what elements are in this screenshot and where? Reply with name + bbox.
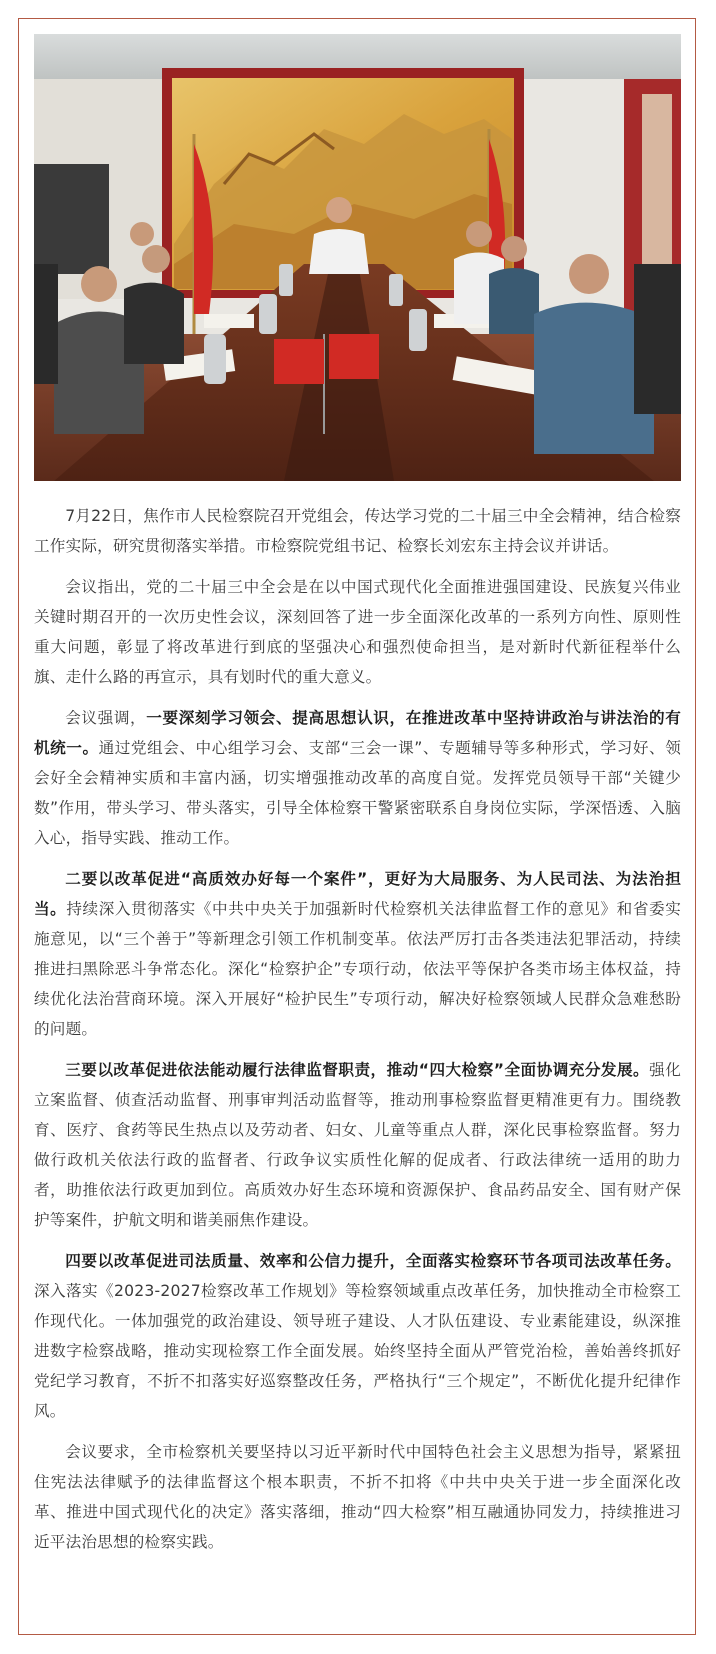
paragraph-text: 会议要求，全市检察机关要坚持以习近平新时代中国特色社会主义思想为指导，紧紧扭住宪法法律赋予的法律监督这个根本职责，不折不扣将《中共中央关于进一步全面深化改革、推进中国式现代化的决定》落实落细，推动“四大检察”相互融通协同发力，持续推进习近平法治思想的检察实践。: [34, 1443, 681, 1551]
paragraph-4: [34, 864, 681, 1044]
article-body: [34, 501, 681, 1568]
paragraph-text: 强化立案监督、侦查活动监督、刑事审判活动监督等，推动刑事检察监督更精准更有力。围绕教育、医疗、食药等民生热点以及劳动者、妇女、儿童等重点人群，深化民事检察监督。努力做行政机关依法行政的监督者、行政争议实质性化解的促成者、行政法律统一适用的助力者，助推依法行政更加到位。高质效办好生态环境和资源保护、食品药品安全、国有财产保护等案件，护航文明和谐美丽焦作建设。: [34, 1061, 681, 1229]
meeting-photo: [34, 34, 681, 481]
paragraph-7: [34, 1437, 681, 1557]
paragraph-lead: 会议强调，: [65, 709, 147, 727]
paragraph-text: 持续深入贯彻落实《中共中央关于加强新时代检察机关法律监督工作的意见》和省委实施意见，以“三个善于”等新理念引领工作机制变革。依法严厉打击各类违法犯罪活动，持续推进扫黑除恶斗争常态化。深化“检察护企”专项行动，依法平等保护各类市场主体权益，持续优化法治营商环境。深入开展好“检护民生”专项行动，解决好检察领域人民群众急难愁盼的问题。: [34, 900, 681, 1038]
paragraph-text: 通过党组会、中心组学习会、支部“三会一课”、专题辅导等多种形式，学习好、领会好全会精神实质和丰富内涵，切实增强推动改革的高度自觉。发挥党员领导干部“关键少数”作用，带头学习、带头落实，引导全体检察干警紧密联系自身岗位实际，学深悟透、入脑入心，指导实践、推动工作。: [34, 739, 681, 847]
paragraph-text: 会议指出，党的二十届三中全会是在以中国式现代化全面推进强国建设、民族复兴伟业关键时期召开的一次历史性会议，深刻回答了进一步全面深化改革的一系列方向性、原则性重大问题，彰显了将改革进行到底的坚强决心和强烈使命担当，是对新时代新征程举什么旗、走什么路的再宣示，具有划时代的重大意义。: [34, 578, 681, 686]
paragraph-bold-heading: 二要以改革促进“高质效办好每一个案件”，更好为大局服务、为人民司法、为法治担当。: [34, 870, 681, 918]
paragraph-6: [34, 1246, 681, 1426]
paragraph-text: 7月22日，焦作市人民检察院召开党组会，传达学习党的二十届三中全会精神，结合检察工作实际，研究贯彻落实举措。市检察院党组书记、检察长刘宏东主持会议并讲话。: [34, 507, 681, 555]
paragraph-2: [34, 572, 681, 692]
article-frame: [18, 18, 696, 1635]
paragraph-bold-heading: 四要以改革促进司法质量、效率和公信力提升，全面落实检察环节各项司法改革任务。: [65, 1252, 681, 1270]
paragraph-3: [34, 703, 681, 853]
paragraph-text: 深入落实《2023-2027检察改革工作规划》等检察领域重点改革任务，加快推动全市检察工作现代化。一体加强党的政治建设、领导班子建设、人才队伍建设、专业素能建设，纵深推进数字检察战略，推动实现检察工作全面发展。始终坚持全面从严管党治检，善始善终抓好党纪学习教育，不折不扣落实好巡察整改任务，严格执行“三个规定”，不断优化提升纪律作风。: [34, 1282, 681, 1420]
paragraph-bold-heading: 一要深刻学习领会、提高思想认识，在推进改革中坚持讲政治与讲法治的有机统一。: [34, 709, 681, 757]
paragraph-1: [34, 501, 681, 561]
meeting-room-illustration: [34, 34, 681, 481]
paragraph-bold-heading: 三要以改革促进依法能动履行法律监督职责，推动“四大检察”全面协调充分发展。: [65, 1061, 650, 1079]
paragraph-5: [34, 1055, 681, 1235]
